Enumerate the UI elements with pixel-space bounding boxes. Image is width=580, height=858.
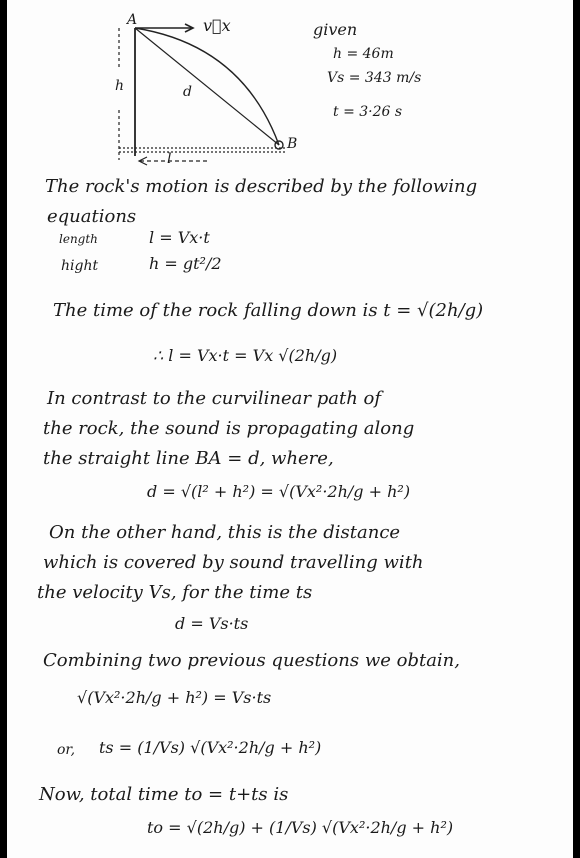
point-b-label: B <box>287 136 298 152</box>
height-word: hight <box>61 258 99 274</box>
intro-line-2: equations <box>47 206 137 227</box>
combine-line: Combining two previous questions we obtain, <box>43 650 460 671</box>
contrast-line-3: the straight line BA = d, where, <box>43 448 334 469</box>
velocity-label: v⃗x <box>203 16 231 35</box>
or-label: or, <box>57 742 76 758</box>
contrast-line-2: the rock, the sound is propagating along <box>43 418 415 439</box>
final-equation: to = √(2h/g) + (1/Vs) √(Vx²·2h/g + h²) <box>147 818 454 837</box>
d-vs-equation: d = Vs·ts <box>175 614 249 633</box>
given-title: given <box>313 20 358 39</box>
fall-time-line: The time of the rock falling down is t = √(2h/g) <box>53 300 484 321</box>
point-a-label: A <box>127 12 138 28</box>
length-word: length <box>59 232 98 246</box>
contrast-line-1: In contrast to the curvilinear path of <box>47 388 382 409</box>
distance-label: d <box>183 84 192 100</box>
now-line: Now, total time to = t+ts is <box>39 784 289 805</box>
other-line-2: which is covered by sound travelling with <box>43 552 424 573</box>
other-line-3: the velocity Vs, for the time ts <box>37 582 313 603</box>
length-label: l <box>167 151 172 167</box>
height-label: h <box>115 78 125 94</box>
length-equation: l = Vx·t <box>149 228 210 247</box>
given-h: h = 46m <box>333 46 394 62</box>
other-line-1: On the other hand, this is the distance <box>49 522 401 543</box>
intro-line-1: The rock's motion is described by the following <box>45 176 478 197</box>
combined-equation: √(Vx²·2h/g + h²) = Vs·ts <box>77 688 272 707</box>
given-vs: Vs = 343 m/s <box>327 70 422 86</box>
straight-path <box>135 28 279 145</box>
notebook-page <box>7 0 573 858</box>
d-equation: d = √(l² + h²) = √(Vx²·2h/g + h²) <box>147 482 411 501</box>
ts-equation: ts = (1/Vs) √(Vx²·2h/g + h²) <box>99 738 322 757</box>
given-t: t = 3·26 s <box>333 104 403 120</box>
height-equation: h = gt²/2 <box>149 254 222 273</box>
therefore-line: ∴ l = Vx·t = Vx √(2h/g) <box>153 346 338 365</box>
